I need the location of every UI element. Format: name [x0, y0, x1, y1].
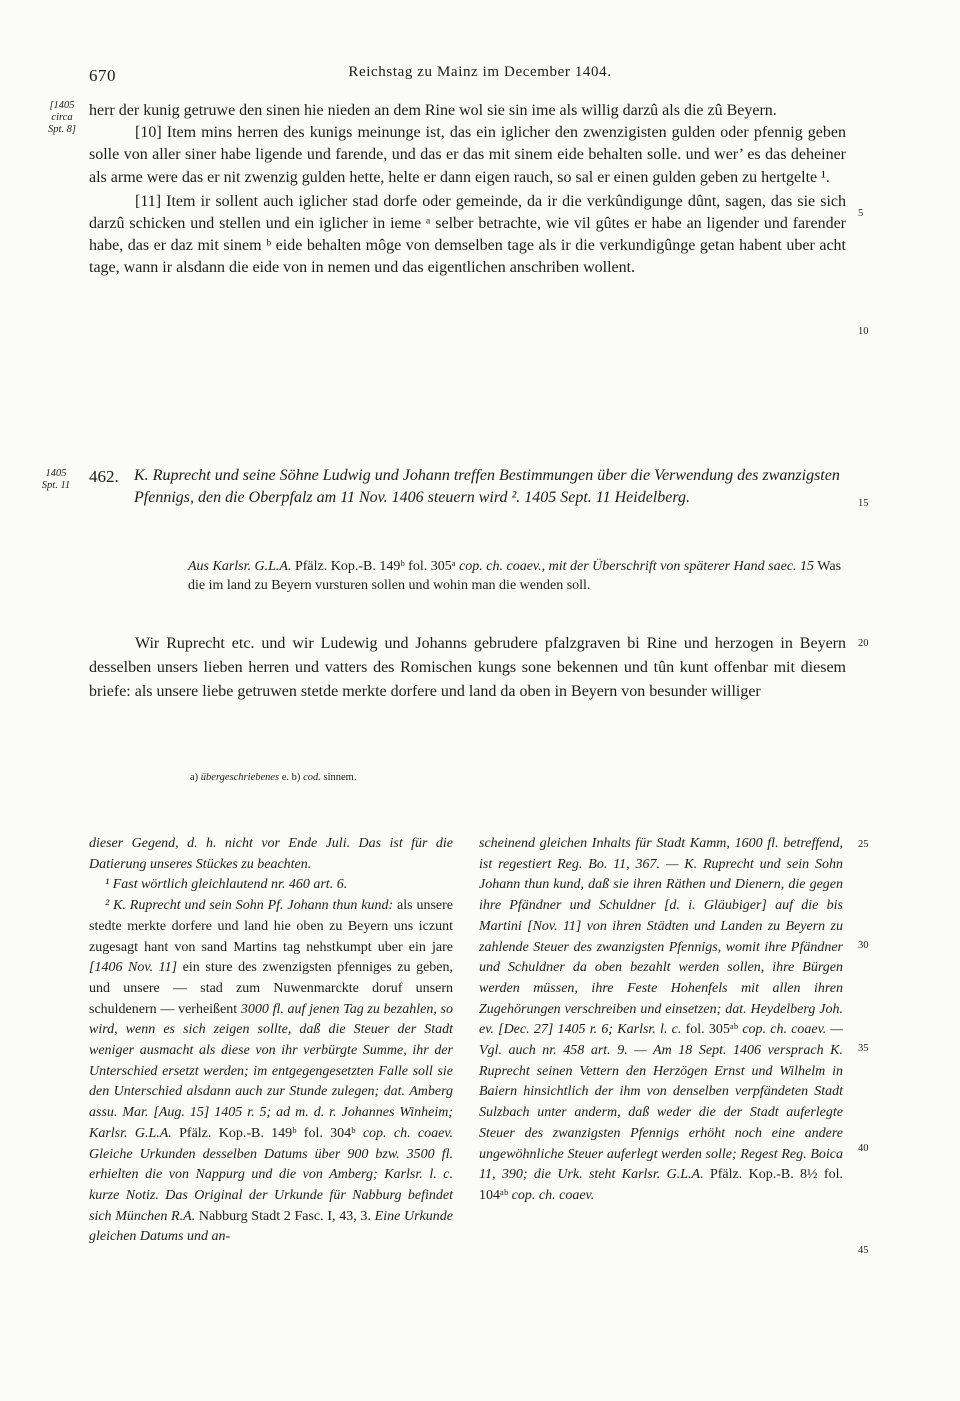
article-10: [10] Item mins herren des kunigs meinunge ist, das ein iglicher den zwenzigisten gulden oder pfennig geben solle von aller siner habe ligende und farende, und das er das mit sinem eide behalten solle. und wer’ es das deheiner als arme were das er nit zwenzig gulden hette, helte er dann eigen rauch, so sal er einen gulden geben zu hertgelte ¹. [89, 124, 846, 186]
line-number: 10 [858, 326, 869, 337]
margin-date-document: 1405 Spt. 11 [41, 468, 71, 491]
footnote-2: ² K. Ruprecht und sein Sohn Pf. Johann thun kund: als unsere stedte merkte dorfere und land hie oben zu Beyern uns iczunt zugesagt hant von sand Martins tag nehstkumpt uber ein jare [1406 Nov. 11] ein sture des zwenzigsten pfenniges zu geben, und unsere — stad zum Nuwenmarckte doruf unsern schuldenern — verheißent 3000 fl. auf jenen Tag zu bezahlen, so wird, wenn es sich zeigen sollte, daß die Steuer der Stadt weniger ausmacht als diese von ihr verbürgte Summe, ihr der Unterschied ersetzt werden; im entgegengesetzten Falle soll sie den Unterschied alsdann auch zur Stunde zulegen; dat. Amberg assu. Mar. [Aug. 15] 1405 r. 5; ad m. d. r. Johannes Winheim; Karlsr. G.L.A. Pfälz. Kop.-B. 149ᵇ fol. 304ᵇ cop. ch. coaev. Gleiche Urkunden desselben Datums über 900 bzw. 3500 fl. erhielten die von Nappurg und die von Amberg; Karlsr. l. c. kurze Notiz. Das Original der Urkunde für Nabburg befindet sich München R.A. Nabburg Stadt 2 Fasc. I, 43, 3. Eine Urkunde gleichen Datums und an- [89, 898, 454, 1245]
footnote-continuation: dieser Gegend, d. h. nicht vor Ende Juli. Das ist für die Datierung unseres Stückes zu beachten. [89, 836, 453, 872]
prior-text [89, 100, 846, 280]
footnote-2-continued: scheinend gleichen Inhalts für Stadt Kamm, 1600 fl. betreffend, ist regestiert Reg. Bo. 11, 367. — K. Ruprecht und sein Sohn Johann thun kund, daß sie ihren Räthen und Dienern, die gegen ihre Pfändner und Schuldner [d. i. Gläubiger] auf die bis Martini [Nov. 11] von ihren Städten und Landen zu Beyern zu zahlende Steuer des zwanzigsten Pfennigs, womit ihre Pfändner und Schuldner da oben bezahlt werden sollen, ihre Bürgen werden müssen, ihre Feste Hohenfels mit allen ihren Zugehörungen verschreiben und einsetzen; dat. Heydelberg Joh. ev. [Dec. 27] 1405 r. 6; Karlsr. l. c. fol. 305ᵃᵇ cop. ch. coaev. — Vgl. auch nr. 458 art. 9. — Am 18 Sept. 1406 versprach K. Ruprecht seinen Vettern den Herzögen Ernst und Wilhelm in Baiern hinsichtlich der ihm von denselben verpfändeten Stadt Sulzbach unter anderm, daß weder die der Stadt auferlegte Steuer des zwanzigsten Pfennigs erhöht noch eine andere ungewöhnliche Steuer auferlegt werden solle; Regest Reg. Boica 11, 390; die Urk. steht Karlsr. G.L.A. Pfälz. Kop.-B. 8½ fol. 104ᵃᵇ cop. ch. coaev. [479, 836, 843, 1203]
variant-notes: a) übergeschriebenes e. b) cod. sinnem. [190, 772, 357, 783]
document-heading: K. Ruprecht und seine Söhne Ludwig und Johann treffen Bestimmungen über die Verwendung des zwanzigsten Pfennigs, den die Oberpfalz am 11 Nov. 1406 steuern wird ². 1405 Sept. 11 Heidelberg. [134, 467, 840, 507]
prior-line: herr der kunig getruwe den sinen hie nieden an dem Rine wol sie sin ime als willig darzû als die zû Beyern. [89, 102, 777, 119]
line-number: 45 [858, 1245, 869, 1256]
line-number: 25 [858, 839, 869, 850]
line-number: 5 [858, 208, 864, 219]
line-number: 20 [858, 638, 869, 649]
footnotes-right [479, 834, 843, 1207]
source-note: Aus Karlsr. G.L.A. Pfälz. Kop.-B. 149ᵇ fol. 305ᵃ cop. ch. coaev., mit der Überschrift von späterer Hand saec. 15 Was die im land zu Beyern vursturen sollen und wohin man die wenden soll. [188, 559, 842, 593]
document-number: 462. [89, 467, 119, 486]
document-text: Wir Ruprecht etc. und wir Ludewig und Johanns gebrudere pfalzgraven bi Rine und herzogen in Beyern desselben unsers lieben herren und vatters des Romischen kungs sone bekennen und tûn kunt offenbar mit diesem briefe: als unsere liebe getruwen stetde merkte dorfere und land da oben in Beyern von besunder williger [89, 635, 846, 701]
line-number: 35 [858, 1043, 869, 1054]
footnotes-left [89, 834, 453, 1248]
running-head: Reichstag zu Mainz im December 1404. [348, 64, 612, 80]
article-11: [11] Item ir sollent auch iglicher stad dorfe oder gemeinde, da ir die verkûndigunge dûnt, sagen, das sie sich darzû schicken und stellen und ein iglicher in ieme ᵃ selber betrachte, wie vil gûtes er habe an ligender und farender habe, das er daz mit sinem ᵇ eide behalten môge von demselben tage als ir die verkundigûnge getan habent uber acht tage, wann ir alsdann die eide von in nemen und das eigentlichen anschriben wollent. [89, 192, 846, 277]
line-number: 40 [858, 1143, 869, 1154]
margin-date-top: [1405 circa Spt. 8] [47, 100, 76, 135]
page-number: 670 [89, 66, 116, 85]
footnote-1: ¹ Fast wörtlich gleichlautend nr. 460 art. 6. [105, 877, 348, 893]
line-number: 15 [858, 498, 869, 509]
line-number: 30 [858, 940, 869, 951]
